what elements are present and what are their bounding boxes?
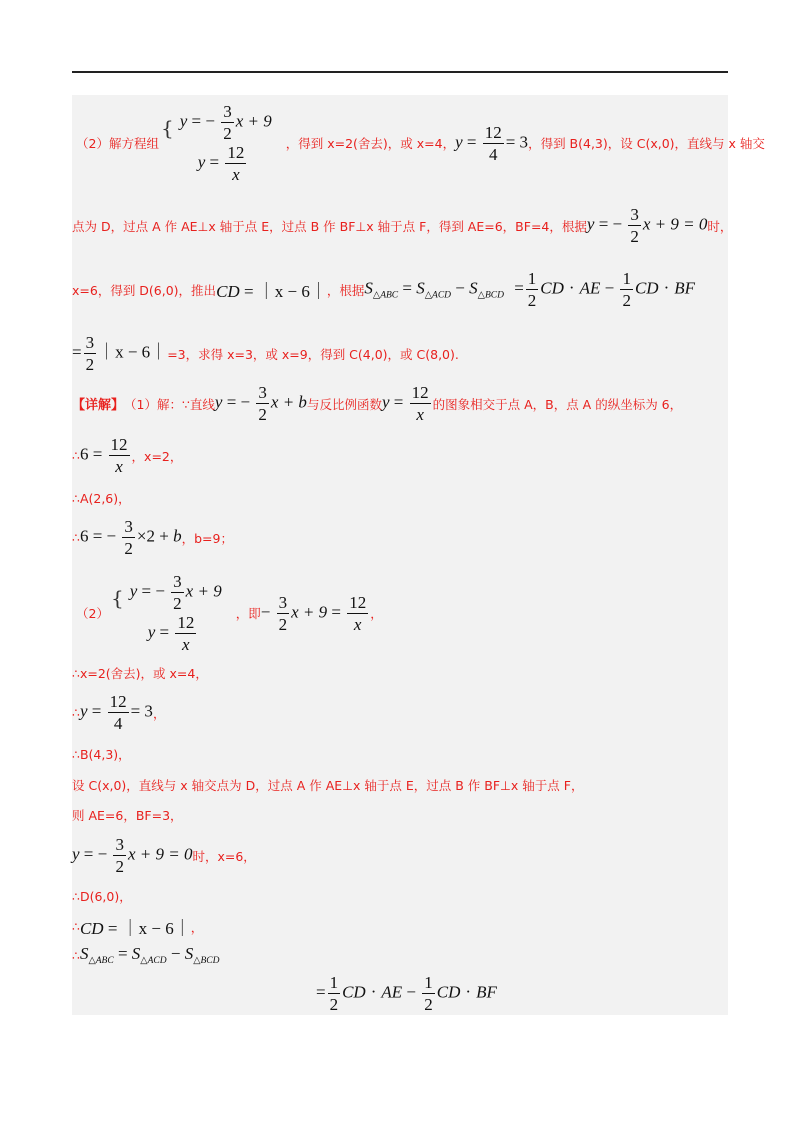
text-segment: ， — [190, 919, 204, 935]
text-segment: x=6，得到 D(6,0)，推出 — [72, 282, 217, 298]
text-segment: 设 C(x,0)，直线与 x 轴交点为 D，过点 A 作 AE⊥x 轴于点 E，过点 B 作 BF⊥x 轴于点 F， — [72, 778, 584, 793]
detail-line-2 — [72, 436, 182, 475]
equation-row: y = − $\frac{3}{2}$ x + 9 — [129, 572, 222, 613]
detail-line-9 — [72, 776, 583, 794]
text-segment: ∴A(2,6)， — [72, 491, 131, 506]
text-segment: ，得到 x=2(舍去)，或 x=4， — [285, 136, 456, 151]
math-expression: = $\frac{3}{2}$ ｜x − 6｜ — [72, 333, 168, 374]
text-segment: （2） — [76, 606, 109, 621]
therefore-symbol: ∴ — [72, 919, 80, 934]
equation-system — [180, 103, 272, 183]
detail-line-7 — [72, 693, 165, 732]
math-expression: y = − $\frac{3}{2}$ x + b — [214, 383, 307, 424]
detail-line-10 — [72, 806, 183, 824]
detail-label: 【详解】 — [72, 398, 125, 413]
text-segment: ∴B(4,3)， — [72, 747, 131, 762]
text-segment: ， — [370, 606, 383, 621]
therefore-symbol: ∴ — [72, 530, 80, 545]
text-segment: （1）解：∵直线 — [124, 396, 215, 412]
text-segment: ∴x=2(舍去)，或 x=4， — [72, 666, 208, 681]
text-segment: ，得到 B(4,3)，设 C(x,0)，直线与 x 轴交 — [528, 136, 765, 151]
math-expression: y = $\frac{12}{x}$ — [381, 383, 429, 424]
equation-row: y = $\frac{12}{x}$ — [197, 143, 245, 184]
area-formula-expanded: = $\frac{1}{2}$ CD · AE − $\frac{1}{2}$ CD · BF — [316, 973, 497, 1014]
detail-line-3 — [72, 489, 131, 507]
text-segment: =3，求得 x=3，或 x=9，得到 C(4,0)，或 C(8,0). — [167, 346, 459, 362]
analysis-line-2 — [72, 206, 732, 245]
therefore-symbol: ∴ — [72, 705, 80, 720]
therefore-symbol: ∴ — [72, 448, 80, 463]
detail-line-1 — [72, 384, 682, 423]
detail-line-15 — [316, 974, 497, 1013]
math-expression: 6 = − $\frac{3}{2}$ ×2 + b — [79, 517, 182, 558]
text-segment: ，即 — [235, 606, 261, 621]
math-expression: − $\frac{3}{2}$ x + 9 = $\frac{12}{x}$ — [260, 592, 367, 634]
detail-line-4 — [72, 518, 233, 557]
system-brace: { — [110, 586, 124, 610]
text-segment: 与反比例函数 — [306, 396, 382, 412]
math-expression: y = $\frac{12}{4}$ = 3 — [79, 692, 153, 733]
math-expression: CD = ｜x − 6｜ — [79, 919, 191, 938]
math-expression: y = − $\frac{3}{2}$ x + 9 = 0 — [72, 835, 193, 876]
header-rule — [72, 71, 728, 73]
text-segment: 点为 D，过点 A 作 AE⊥x 轴于点 E，过点 B 作 BF⊥x 轴于点 F，得到 AE=6，BF=4，根据 — [72, 218, 587, 234]
therefore-symbol: ∴ — [72, 947, 80, 963]
analysis-line-3 — [72, 270, 695, 309]
analysis-line-1 — [76, 103, 765, 183]
text-segment: ，x=2， — [131, 448, 183, 464]
detail-line-12 — [72, 887, 132, 905]
detail-line-5 — [76, 573, 383, 653]
math-expression: CD = ｜x − 6｜ — [216, 282, 327, 301]
text-segment: ∴D(6,0)， — [72, 889, 132, 904]
text-segment: 则 AE=6，BF=3， — [72, 808, 183, 823]
math-expression: y = $\frac{12}{4}$ = 3 — [455, 122, 529, 164]
equation-row: y = $\frac{12}{x}$ — [147, 613, 195, 654]
detail-line-14 — [72, 944, 220, 966]
detail-line-6 — [72, 664, 208, 682]
area-formula: $S_{\triangle ABC} = S_{\triangle ACD} - S_{\triangle BCD}$ — [79, 944, 220, 966]
text-segment: 的图象相交于点 A，B，点 A 的纵坐标为 6， — [432, 396, 683, 412]
equation-row: y = − $\frac{3}{2}$ x + 9 — [179, 102, 272, 143]
text-segment: （2）解方程组 — [76, 136, 159, 151]
analysis-line-4 — [72, 334, 459, 373]
equation-system — [130, 573, 222, 653]
text-segment: ，根据 — [326, 282, 365, 298]
detail-line-11 — [72, 836, 256, 875]
math-expression: y = − $\frac{3}{2}$ x + 9 = 0 — [586, 205, 708, 246]
detail-line-8 — [72, 745, 131, 763]
text-segment: 时， — [707, 218, 733, 234]
area-formula: $S_{\triangle ABC} = S_{\triangle ACD} - S_{\triangle BCD}$ = $\frac{1}{2}$ CD · AE − $\frac{1}{2}$ CD · BF — [364, 269, 696, 310]
detail-line-13 — [72, 914, 203, 939]
system-brace: { — [160, 116, 174, 140]
text-segment: ，b=9； — [181, 530, 233, 546]
text-segment: 时，x=6， — [192, 848, 256, 864]
text-segment: ， — [152, 705, 166, 721]
math-expression: 6 = $\frac{12}{x}$ — [79, 435, 128, 476]
